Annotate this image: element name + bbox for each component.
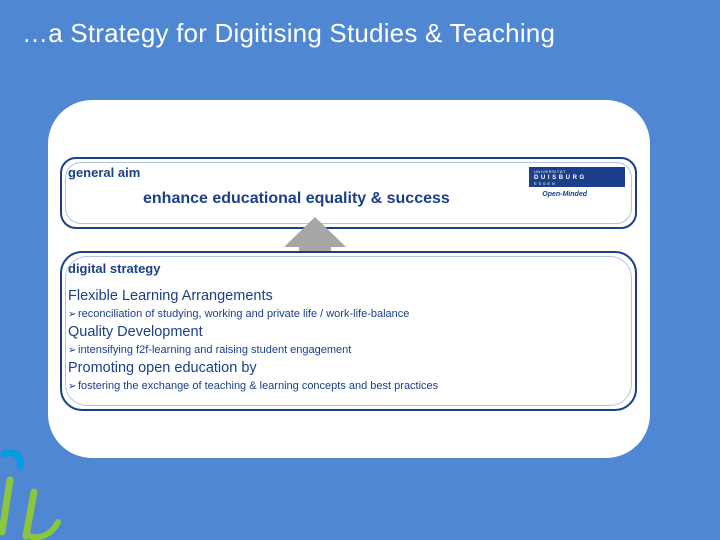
slide-title: …a Strategy for Digitising Studies & Teaching [22,18,556,48]
university-logo [529,167,625,187]
strategy-heading-open-education: Promoting open education by [68,360,257,376]
strategy-bullet [68,341,438,360]
strategy-heading-quality-development: Quality Development [68,324,203,340]
logo-line-3: ESSEN [534,181,557,186]
logo-line-1: UNIVERSITÄT [534,169,566,174]
strategy-items [68,288,438,396]
logo-tagline: Open-Minded [542,191,587,198]
general-aim-text: enhance educational equality & success [143,190,450,207]
bullet-arrow-icon: ➢ [68,309,77,320]
diagram-card [48,100,650,458]
strategy-bullet-text: fostering the exchange of teaching & learning concepts and best practices [78,380,439,392]
bullet-arrow-icon: ➢ [68,345,77,356]
strategy-bullet-text: reconciliation of studying, working and private life / work-life-balance [78,308,410,320]
strategy-heading-flexible-learning: Flexible Learning Arrangements [68,288,273,304]
strategy-bullet [68,377,438,396]
bullet-arrow-icon: ➢ [68,381,77,392]
strategy-bullet [68,305,438,324]
digital-strategy-label: digital strategy [68,261,161,276]
general-aim-label: general aim [68,165,141,180]
general-aim-box [60,157,637,229]
decorative-logo-icon [0,450,70,540]
digital-strategy-box [60,251,637,411]
strategy-bullet-text: intensifying f2f-learning and raising student engagement [78,344,352,356]
logo-line-2: DUISBURG [534,175,587,181]
